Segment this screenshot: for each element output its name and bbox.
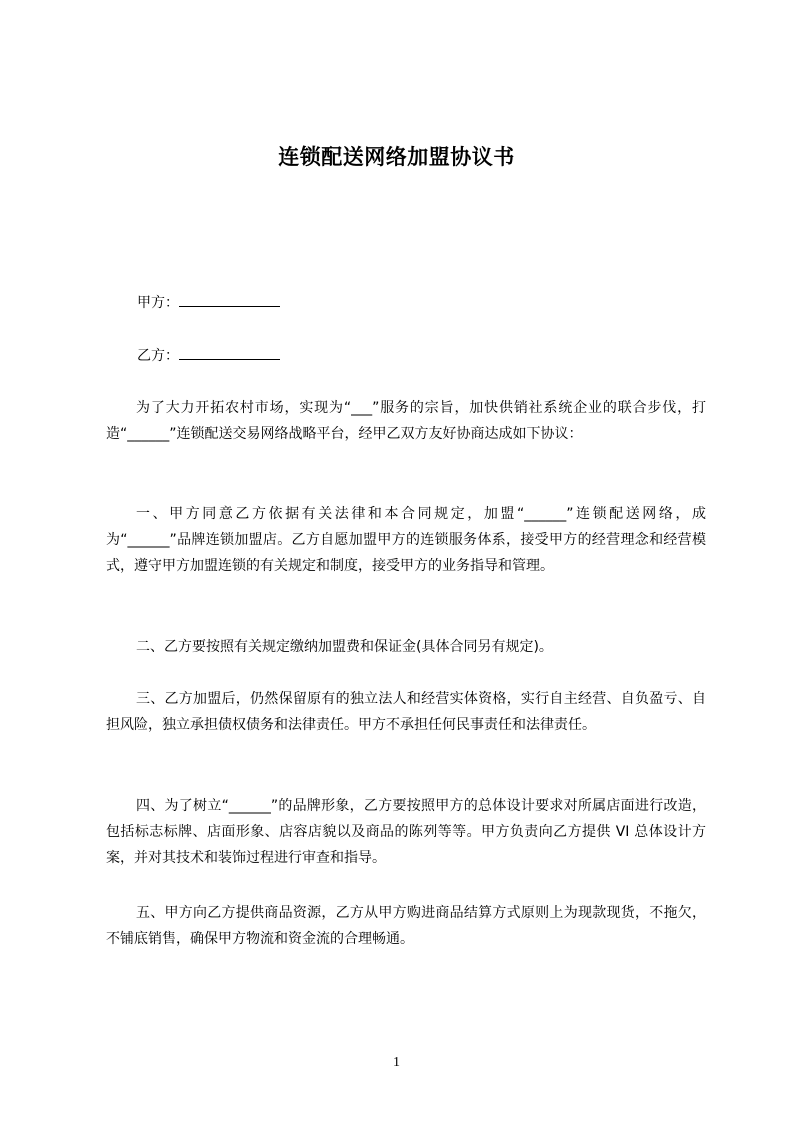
clause-2-paragraph: 二、乙方要按照有关规定缴纳加盟费和保证金(具体合同另有规定)。	[136, 639, 553, 655]
page-number: 1	[393, 1055, 400, 1070]
party-a-line	[137, 292, 280, 313]
party-a-blank	[179, 292, 280, 307]
clause-3-paragraph: 三、乙方加盟后，仍然保留原有的独立法人和经营实体资格，实行自主经营、自负盈亏、自担风险，独立承担债权债务和法律责任。甲方不承担任何民事责任和法律责任。	[106, 691, 706, 733]
party-b-blank	[179, 345, 280, 360]
document-title: 连锁配送网络加盟协议书	[278, 145, 515, 169]
clause-1-paragraph: 一、甲方同意乙方依据有关法律和本合同规定，加盟“______”连锁配送网络，成为“______”品牌连锁加盟店。乙方自愿加盟甲方的连锁服务体系，接受甲方的经营理念和经营模式，遵守甲方加盟连锁的有关规定和制度，接受甲方的业务指导和管理。	[106, 506, 706, 574]
intro-paragraph: 为了大力开拓农村市场，实现为“___”服务的宗旨，加快供销社系统企业的联合步伐，打造“______”连锁配送交易网络战略平台，经甲乙双方友好协商达成如下协议：	[106, 400, 706, 442]
party-b-label: 乙方：	[137, 348, 179, 364]
clause-5-paragraph: 五、甲方向乙方提供商品资源，乙方从甲方购进商品结算方式原则上为现款现货，不拖欠，不铺底销售，确保甲方物流和资金流的合理畅通。	[106, 905, 706, 947]
party-b-line	[137, 345, 280, 366]
clause-4-paragraph: 四、为了树立“______”的品牌形象，乙方要按照甲方的总体设计要求对所属店面进行改造，包括标志标牌、店面形象、店容店貌以及商品的陈列等等。甲方负责向乙方提供 VI 总体设计方案，并对其技术和装饰过程进行审查和指导。	[106, 798, 706, 866]
party-a-label: 甲方：	[137, 295, 179, 311]
